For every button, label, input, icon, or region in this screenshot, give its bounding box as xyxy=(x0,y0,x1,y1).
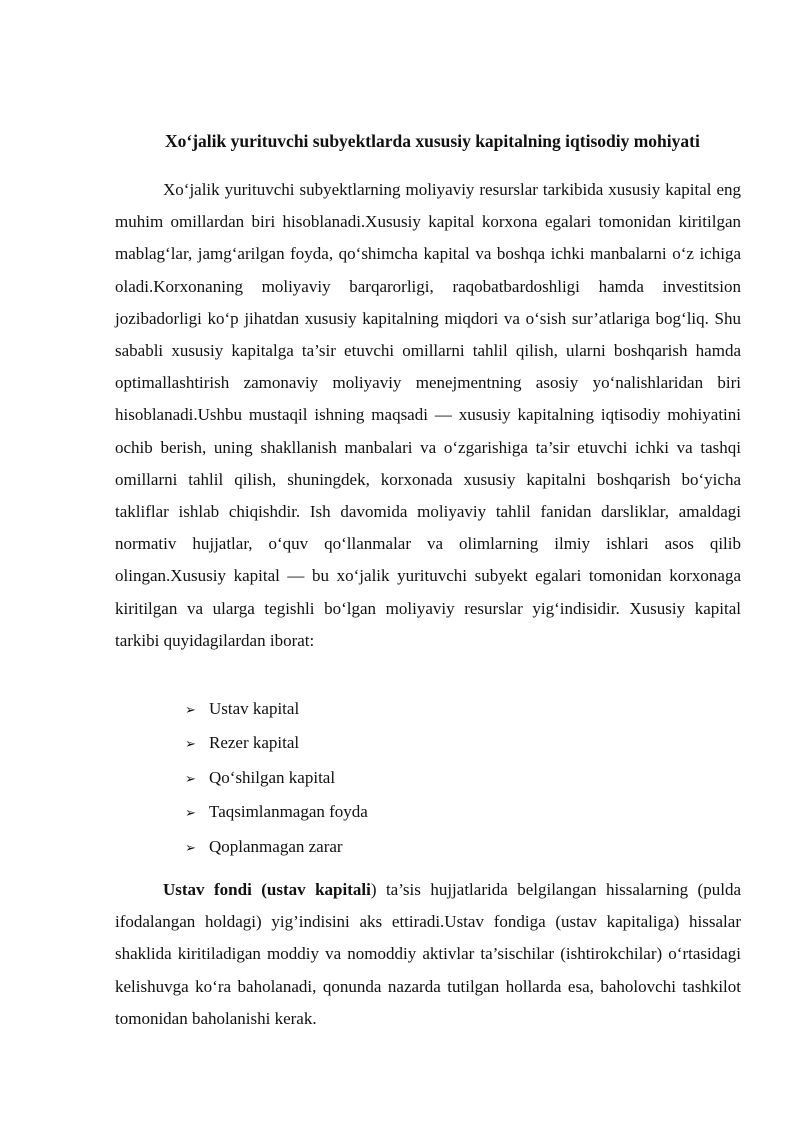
document-title: Xo‘jalik yurituvchi subyektlarda xususiy kapitalning iqtisodiy mohiyati xyxy=(165,131,700,151)
list-item-label: Ustav kapital xyxy=(209,699,300,718)
arrow-bullet-icon: ➢ xyxy=(185,771,196,787)
list-item-label: Taqsimlanmagan foyda xyxy=(209,802,368,822)
arrow-bullet-icon: ➢ xyxy=(185,703,196,718)
arrow-bullet-icon: ➢ xyxy=(185,737,196,753)
list-item xyxy=(185,831,368,865)
arrow-bullet-icon: ➢ xyxy=(185,806,196,822)
list-item xyxy=(185,796,368,830)
list-item xyxy=(185,693,368,727)
list-item-label: Qoplanmagan zarar xyxy=(209,836,343,856)
list-item xyxy=(185,762,368,796)
list-item-label: Qo‘shilgan kapital xyxy=(209,767,336,787)
capital-components-list xyxy=(185,693,368,865)
charter-capital-paragraph xyxy=(115,874,741,1035)
intro-paragraph: Xo‘jalik yurituvchi subyektlarning moliyaviy resurslar tarkibida xususiy kapital eng muhim omillardan biri hisoblanadi.Xususiy kapital korxona egalari tomonidan kiritilgan mablag‘lar, jamg‘arilgan foyda, qo‘shimcha kapital va boshqa ichki manbalarni o‘z ichiga oladi.Korxonaning moliyaviy barqarorligi, raqobatbardoshligi hamda investitsion jozibadorligi ko‘p jihatdan xususiy kapitalning miqdori va o‘sish sur’atlariga bog‘liq. Shu sababli xususiy kapitalga ta’sir etuvchi omillarni tahlil qilish, ularni boshqarish hamda optimallashtirish zamonaviy moliyaviy menejmentning asosiy yo‘nalishlaridan biri hisoblanadi.Ushbu mustaqil ishning maqsadi — xususiy kapitalning iqtisodiy mohiyatini ochib berish, uning shakllanish manbalari va o‘zgarishiga ta’sir etuvchi ichki va tashqi omillarni tahlil qilish, shuningdek, korxonada xususiy kapitalni boshqarish bo‘yicha takliflar ishlab chiqishdir. Ish davomida moliyaviy tahlil fanidan darsliklar, amaldagi normativ hujjatlar, o‘quv qo‘llanmalar va olimlarning ilmiy ishlari asos qilib olingan.Xususiy kapital — bu xo‘jalik yurituvchi subyekt egalari tomonidan korxonaga kiritilgan va ularga tegishli bo‘lgan moliyaviy resurslar yig‘indisidir. Xususiy kapital tarkibi quyidagilardan iborat: xyxy=(115,180,741,650)
arrow-bullet-icon: ➢ xyxy=(185,840,196,856)
charter-capital-term: Ustav fondi (ustav kapitali xyxy=(163,880,371,899)
charter-capital-definition: ) ta’sis hujjatlarida belgilangan hissalarning (pulda ifodalangan holdagi) yig’indisini aks ettiradi.Ustav fondiga (ustav kapitaliga) hissalar shaklida kiritiladigan moddiy va nomoddiy aktivlar ta’sischilar (ishtirokchilar) o‘rtasidagi kelishuvga ko‘ra baholanadi, qonunda nazarda tutilgan hollarda esa, baholovchi tashkilot tomonidan baholanishi kerak. xyxy=(115,880,741,1028)
list-item-label: Rezer kapital xyxy=(209,733,300,753)
list-item xyxy=(185,727,368,761)
